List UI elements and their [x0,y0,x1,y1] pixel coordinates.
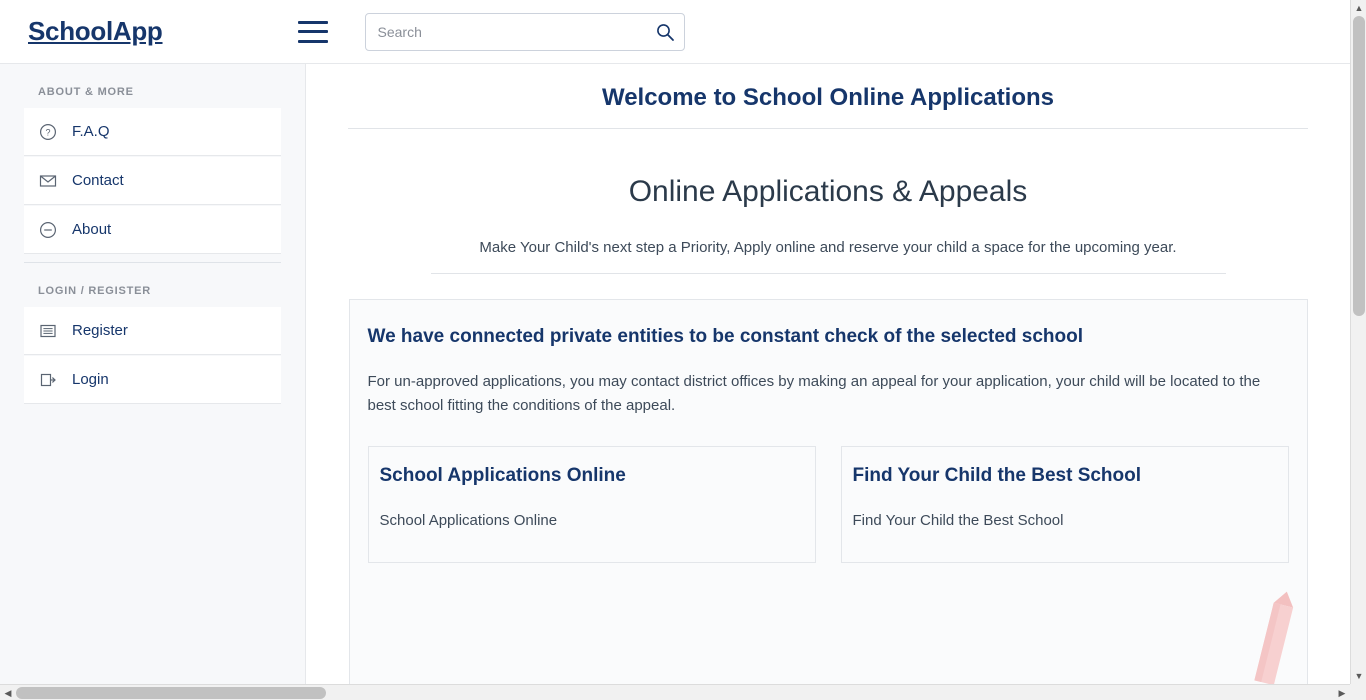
sidebar-section-title-about: ABOUT & MORE [38,86,134,98]
question-circle-icon [38,122,58,142]
info-panel [349,299,1308,684]
sidebar-item-label: Login [72,371,109,388]
card-find-best-school[interactable] [841,446,1289,563]
svg-text:?: ? [45,127,51,138]
scroll-left-arrow-icon[interactable]: ◀ [4,687,12,698]
form-list-icon [38,321,58,341]
sidebar-item-label: F.A.Q [72,123,110,140]
card-text: Find Your Child the Best School [852,512,1064,529]
horizontal-scrollbar[interactable] [0,684,1366,700]
welcome-title: Welcome to School Online Applications [601,84,1055,111]
brand-logo[interactable]: SchoolApp [28,16,163,46]
search-input[interactable] [365,13,685,51]
sidebar-item-contact[interactable] [24,157,281,205]
sidebar-item-label: Register [72,322,128,339]
pencil-illustration [1238,584,1308,684]
card-text: School Applications Online [379,512,558,529]
scroll-down-arrow-icon[interactable]: ▼ [1354,671,1364,681]
top-bar [0,0,1350,64]
card-title: Find Your Child the Best School [852,465,1142,486]
sidebar-section-title-login: LOGIN / REGISTER [38,285,152,297]
search-box [365,13,685,51]
scroll-up-arrow-icon[interactable]: ▲ [1354,3,1364,13]
card-list [368,446,1289,563]
card-school-applications[interactable] [368,446,816,563]
sidebar-item-label: About [72,221,112,238]
horizontal-scroll-thumb[interactable] [16,687,326,699]
search-icon[interactable] [655,22,675,42]
main-content [306,64,1350,684]
sidebar-item-label: Contact [72,172,124,189]
hamburger-icon[interactable] [298,21,328,43]
scroll-right-arrow-icon[interactable]: ▶ [1338,687,1346,698]
panel-text: For un-approved applications, you may contact district offices by making an appeal for your application, your child will be located to the best school fitting the conditions of the appeal. [367,373,1261,414]
vertical-scroll-thumb[interactable] [1353,16,1365,316]
sidebar [0,64,306,684]
sign-in-icon [38,370,58,390]
sidebar-item-faq[interactable] [24,108,281,156]
card-title: School Applications Online [379,465,626,486]
vertical-scrollbar[interactable] [1350,0,1366,684]
page-subtitle: Make Your Child's next step a Priority, Apply online and reserve your child a space for the upcoming year. [479,239,1177,256]
sidebar-item-login[interactable] [24,356,281,404]
panel-title: We have connected private entities to be constant check of the selected school [367,326,1084,347]
sidebar-item-register[interactable] [24,307,281,355]
sidebar-item-about[interactable] [24,206,281,254]
page-title: Online Applications & Appeals [628,175,1028,208]
envelope-icon [38,171,58,191]
scrollbar-corner [1350,684,1366,700]
minus-circle-icon [38,220,58,240]
subtitle-divider [431,273,1226,274]
welcome-divider [348,128,1308,129]
